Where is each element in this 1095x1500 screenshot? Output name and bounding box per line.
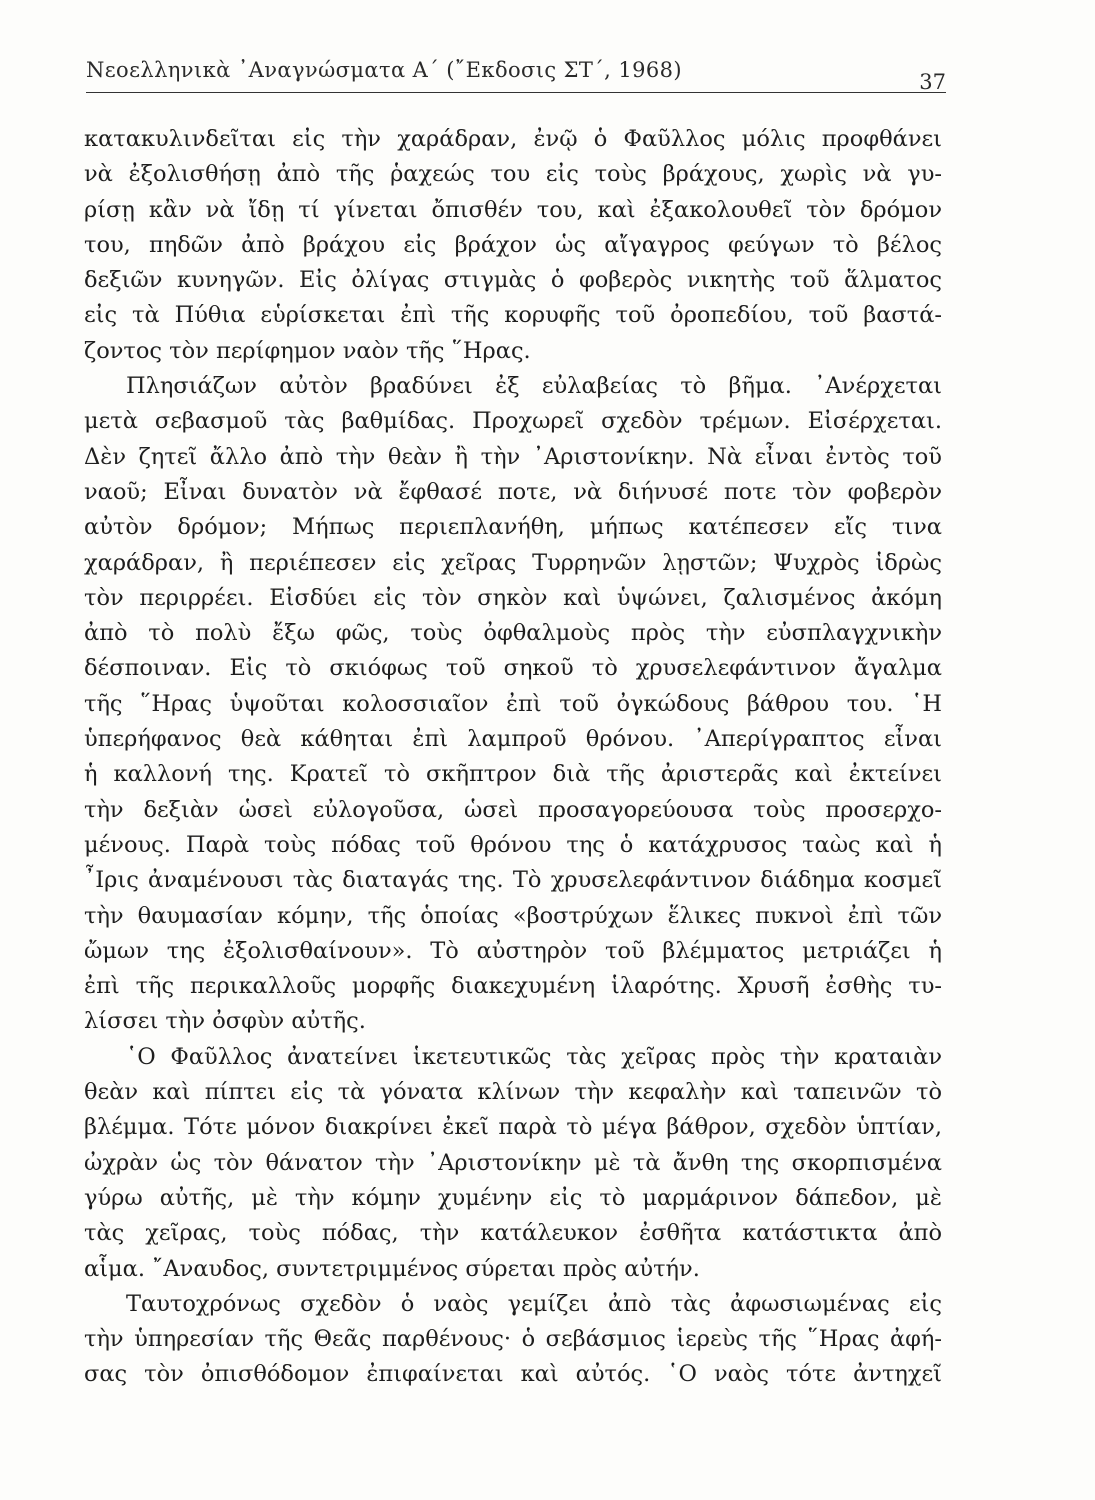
paragraph-start-line: Πλησιάζων αὐτὸν βραδύνει ἐξ εὐλαβείας τὸ βῆμα. ᾿Ανέρχεται: [126, 373, 942, 400]
text-line: εἰς τὰ Πύθια εὑρίσκεται ἐπὶ τῆς κορυφῆς τοῦ ὀροπεδίου, τοῦ βαστά-: [84, 302, 942, 329]
text-line: τὴν δεξιὰν ὡσεὶ εὐλογοῦσα, ὡσεὶ προσαγορεύουσα τοὺς προσερχο-: [84, 796, 942, 823]
text-line: αἷμα. ῎Αναυδος, συντετριμμένος σύρεται πρὸς αὐτήν.: [84, 1255, 700, 1282]
text-line: βλέμμα. Τότε μόνον διακρίνει ἐκεῖ παρὰ τὸ μέγα βάθρον, σχεδὸν ὑπτίαν,: [84, 1114, 942, 1141]
text-line: τῆς ῞Ηρας ὑψοῦται κολοσσιαῖον ἐπὶ τοῦ ὀγκώδους βάθρου του. ῾Η: [84, 690, 942, 717]
body-text: [84, 122, 942, 1393]
header-rule: [86, 92, 946, 93]
text-line: ἀπὸ τὸ πολὺ ἔξω φῶς, τοὺς ὀφθαλμοὺς πρὸς τὴν εὐσπλαγχνικὴν: [84, 620, 942, 647]
text-line: λίσσει τὴν ὀσφὺν αὐτῆς.: [84, 1008, 366, 1035]
text-line: ῏Ιρις ἀναμένουσι τὰς διαταγάς της. Τὸ χρυσελεφάντινον διάδημα κοσμεῖ: [84, 867, 942, 894]
paragraph-start-line: ῾Ο Φαῦλλος ἀνατείνει ἱκετευτικῶς τὰς χεῖρας πρὸς τὴν κραταιὰν: [126, 1043, 942, 1070]
text-line: ἐπὶ τῆς περικαλλοῦς μορφῆς διακεχυμένη ἱλαρότης. Χρυσῆ ἐσθὴς τυ-: [84, 973, 942, 1000]
text-line: χαράδραν, ἢ περιέπεσεν εἰς χεῖρας Τυρρηνῶν λῃστῶν; Ψυχρὸς ἱδρὼς: [84, 549, 942, 576]
text-line: ρίσῃ κἂν νὰ ἴδῃ τί γίνεται ὄπισθέν του, καὶ ἐξακολουθεῖ τὸν δρόμον: [84, 196, 942, 223]
text-line: τὰς χεῖρας, τοὺς πόδας, τὴν κατάλευκον ἐσθῆτα κατάστικτα ἀπὸ: [84, 1220, 942, 1247]
text-line: δέσποιναν. Εἰς τὸ σκιόφως τοῦ σηκοῦ τὸ χρυσελεφάντινον ἄγαλμα: [84, 655, 942, 682]
text-line: ἡ καλλονή της. Κρατεῖ τὸ σκῆπτρον διὰ τῆς ἀριστερᾶς καὶ ἐκτείνει: [84, 761, 942, 788]
text-line: δεξιῶν κυνηγῶν. Εἰς ὀλίγας στιγμὰς ὁ φοβερὸς νικητὴς τοῦ ἅλματος: [84, 267, 942, 294]
text-line: ὤμων της ἐξολισθαίνουν». Τὸ αὐστηρὸν τοῦ βλέμματος μετριάζει ἡ: [84, 937, 942, 964]
text-line: μένους. Παρὰ τοὺς πόδας τοῦ θρόνου της ὁ κατάχρυσος ταὼς καὶ ἡ: [84, 831, 942, 858]
text-line: ζοντος τὸν περίφημον ναὸν τῆς ῞Ηρας.: [84, 337, 531, 364]
text-line: νὰ ἐξολισθήσῃ ἀπὸ τῆς ῥαχεώς του εἰς τοὺς βράχους, χωρὶς νὰ γυ-: [84, 161, 942, 188]
text-line: ὑπερήφανος θεὰ κάθηται ἐπὶ λαμπροῦ θρόνου. ᾿Απερίγραπτος εἶναι: [84, 726, 942, 753]
running-header: [86, 50, 946, 98]
text-line: αὐτὸν δρόμον; Μήπως περιεπλανήθη, μήπως κατέπεσεν εἴς τινα: [84, 514, 942, 541]
text-line: θεὰν καὶ πίπτει εἰς τὰ γόνατα κλίνων τὴν κεφαλὴν καὶ ταπεινῶν τὸ: [84, 1079, 942, 1106]
text-line: γύρω αὐτῆς, μὲ τὴν κόμην χυμένην εἰς τὸ μαρμάρινον δάπεδον, μὲ: [84, 1184, 942, 1211]
page-number: 37: [919, 70, 946, 94]
running-title: Νεοελληνικὰ ᾿Αναγνώσματα Α΄ (῎Εκδοσις ΣΤ΄, 1968): [86, 58, 682, 82]
text-line: Δὲν ζητεῖ ἄλλο ἀπὸ τὴν θεὰν ἢ τὴν ᾿Αριστονίκην. Νὰ εἶναι ἐντὸς τοῦ: [84, 443, 942, 470]
text-line: τὸν περιρρέει. Εἰσδύει εἰς τὸν σηκὸν καὶ ὑψώνει, ζαλισμένος ἀκόμη: [84, 584, 942, 611]
text-line: σας τὸν ὀπισθόδομον ἐπιφαίνεται καὶ αὐτός. ῾Ο ναὸς τότε ἀντηχεῖ: [84, 1361, 942, 1388]
text-line: του, πηδῶν ἀπὸ βράχου εἰς βράχον ὡς αἴγαγρος φεύγων τὸ βέλος: [84, 231, 942, 258]
text-line: ναοῦ; Εἶναι δυνατὸν νὰ ἔφθασέ ποτε, νὰ διήνυσέ ποτε τὸν φοβερὸν: [84, 478, 942, 505]
text-line: μετὰ σεβασμοῦ τὰς βαθμίδας. Προχωρεῖ σχεδὸν τρέμων. Εἰσέρχεται.: [84, 408, 942, 435]
paragraph-start-line: Ταυτοχρόνως σχεδὸν ὁ ναὸς γεμίζει ἀπὸ τὰς ἀφωσιωμένας εἰς: [126, 1290, 942, 1317]
text-line: τὴν ὑπηρεσίαν τῆς Θεᾶς παρθένους· ὁ σεβάσμιος ἱερεὺς τῆς ῞Ηρας ἀφή-: [84, 1326, 942, 1353]
text-line: ὠχρὰν ὡς τὸν θάνατον τὴν ᾿Αριστονίκην μὲ τὰ ἄνθη της σκορπισμένα: [84, 1149, 942, 1176]
text-line: τὴν θαυμασίαν κόμην, τῆς ὁποίας «βοστρύχων ἕλικες πυκνοὶ ἐπὶ τῶν: [84, 902, 942, 929]
text-line: κατακυλινδεῖται εἰς τὴν χαράδραν, ἐνῷ ὁ Φαῦλλος μόλις προφθάνει: [84, 126, 942, 152]
